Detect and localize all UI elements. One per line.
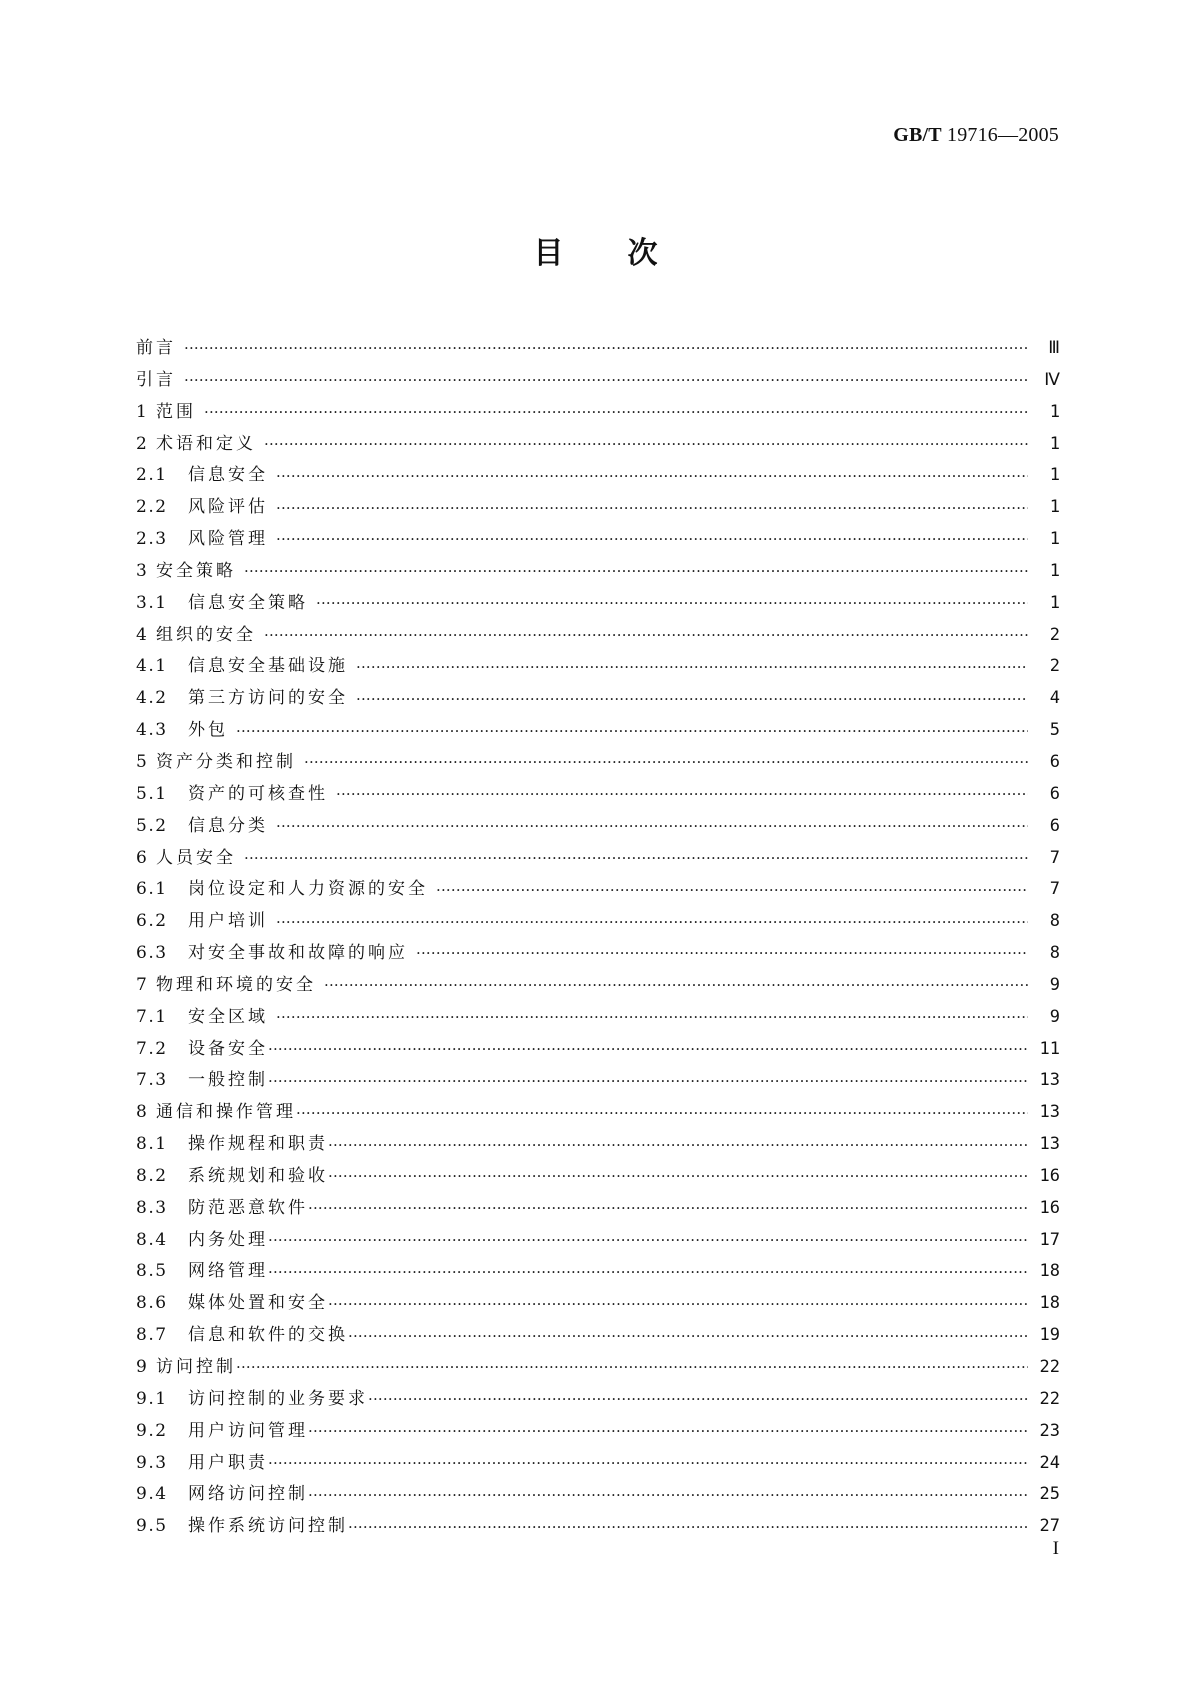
toc-entry-title: 设备安全 (188, 1038, 268, 1059)
toc-entry[interactable] (136, 1384, 1060, 1416)
toc-entry-title: 外包 (188, 720, 228, 741)
toc-entry-title: 信息安全策略 (188, 592, 308, 613)
toc-entry-page: 22 (1039, 1388, 1060, 1409)
toc-entry[interactable] (136, 1479, 1060, 1511)
dot-leader (268, 1448, 1028, 1479)
toc-entry-page: 9 (1049, 1006, 1060, 1027)
toc-entry-number: 4.1 (136, 656, 168, 677)
toc-entry[interactable] (136, 1320, 1060, 1352)
toc-entry-number: 2.2 (136, 497, 168, 518)
toc-entry[interactable] (136, 1256, 1060, 1288)
toc-entry-page: 2 (1049, 656, 1060, 677)
toc-entry-title: 安全策略 (156, 560, 236, 581)
dot-leader (356, 652, 1028, 683)
toc-entry[interactable] (136, 779, 1060, 811)
toc-entry-page: 1 (1049, 560, 1060, 581)
toc-entry[interactable] (136, 938, 1060, 970)
toc-entry[interactable] (136, 620, 1060, 652)
toc-entry-page: 1 (1049, 465, 1060, 486)
toc-entry[interactable] (136, 1288, 1060, 1320)
toc-entry-title: 用户访问管理 (188, 1420, 308, 1441)
toc-entry-title: 网络管理 (188, 1261, 268, 1282)
toc-entry-number: 9.3 (136, 1452, 168, 1473)
toc-entry[interactable] (136, 683, 1060, 715)
dot-leader (276, 493, 1028, 524)
toc-entry[interactable] (136, 1002, 1060, 1034)
toc-entry-page: 17 (1039, 1229, 1060, 1250)
toc-entry-page: 1 (1049, 497, 1060, 518)
toc-entry[interactable] (136, 1511, 1060, 1543)
toc-entry[interactable] (136, 429, 1060, 461)
dot-leader (328, 1161, 1028, 1192)
toc-entry-number: 7.1 (136, 1006, 168, 1027)
toc-entry[interactable] (136, 365, 1060, 397)
toc-entry[interactable] (136, 492, 1060, 524)
toc-entry-page: 11 (1039, 1038, 1060, 1059)
toc-entry-page: 19 (1039, 1325, 1060, 1346)
toc-entry-number: 4 (136, 624, 149, 645)
toc-entry-page: 18 (1039, 1261, 1060, 1282)
dot-leader (416, 938, 1028, 969)
toc-entry[interactable] (136, 1129, 1060, 1161)
toc-entry-number: 9 (136, 1357, 149, 1377)
toc-entry-title: 物理和环境的安全 (156, 974, 316, 995)
toc-entry-title: 资产分类和控制 (156, 751, 296, 772)
toc-entry[interactable] (136, 1225, 1060, 1257)
toc-entry-page: Ⅲ (1048, 338, 1060, 358)
dot-leader (236, 716, 1028, 747)
toc-entry[interactable] (136, 397, 1060, 429)
toc-entry-number: 7.2 (136, 1038, 168, 1059)
toc-entry[interactable] (136, 1065, 1060, 1097)
toc-entry-title: 信息安全基础设施 (188, 656, 348, 677)
page-folio: I (1052, 1538, 1059, 1559)
toc-entry[interactable] (136, 1034, 1060, 1066)
dot-leader (436, 875, 1028, 906)
dot-leader (184, 333, 1028, 364)
dot-leader (184, 365, 1028, 396)
toc-entry-page: 6 (1049, 783, 1060, 804)
toc-entry-title: 信息和软件的交换 (188, 1325, 348, 1346)
toc-entry-number: 3 (136, 560, 149, 581)
dot-leader (316, 588, 1028, 619)
toc-entry-title: 前言 (136, 338, 176, 358)
standard-code: 19716—2005 (941, 124, 1059, 146)
dot-leader (268, 1225, 1028, 1256)
toc-entry-number: 8.1 (136, 1134, 168, 1155)
toc-entry-title: 系统规划和验收 (188, 1165, 328, 1186)
toc-entry-number: 6.1 (136, 879, 168, 900)
toc-entry-title: 用户职责 (188, 1452, 268, 1473)
toc-entry-number: 4.2 (136, 688, 168, 709)
toc-entry-number: 6.3 (136, 943, 168, 964)
toc-entry-page: 8 (1049, 911, 1060, 932)
toc-entry-page: 1 (1049, 592, 1060, 613)
toc-entry-number: 9.2 (136, 1420, 168, 1441)
toc-entry-number: 2.3 (136, 529, 168, 550)
toc-entry[interactable] (136, 651, 1060, 683)
toc-entry[interactable] (136, 1416, 1060, 1448)
toc-entry-number: 9.5 (136, 1516, 168, 1537)
toc-entry-page: 8 (1049, 943, 1060, 964)
toc-entry-page: 13 (1039, 1070, 1060, 1091)
toc-entry[interactable] (136, 1193, 1060, 1225)
toc-entry-number: 7.3 (136, 1070, 168, 1091)
toc-entry-page: 23 (1039, 1420, 1060, 1441)
table-of-contents (136, 333, 1060, 1543)
standard-number (893, 124, 1059, 147)
standard-prefix: GB/T (893, 124, 942, 146)
toc-entry-number: 9.4 (136, 1484, 168, 1505)
dot-leader (304, 747, 1028, 778)
toc-entry-page: 1 (1049, 433, 1060, 454)
toc-entry-title: 内务处理 (188, 1229, 268, 1250)
toc-entry-number: 8.6 (136, 1293, 168, 1314)
toc-entry-title: 风险评估 (188, 497, 268, 518)
toc-entry[interactable] (136, 747, 1060, 779)
toc-entry-page: 6 (1049, 815, 1060, 836)
dot-leader (308, 1416, 1028, 1447)
dot-leader (336, 779, 1028, 810)
toc-entry[interactable] (136, 715, 1060, 747)
toc-entry-number: 2 (136, 433, 149, 454)
toc-entry[interactable] (136, 460, 1060, 492)
toc-entry-number: 8.2 (136, 1165, 168, 1186)
toc-entry[interactable] (136, 906, 1060, 938)
toc-entry-title: 组织的安全 (156, 624, 256, 645)
toc-entry-title: 术语和定义 (156, 433, 256, 454)
dot-leader (308, 1480, 1028, 1511)
toc-entry-title: 安全区域 (188, 1006, 268, 1027)
dot-leader (276, 461, 1028, 492)
toc-entry-title: 操作规程和职责 (188, 1134, 328, 1155)
toc-entry[interactable] (136, 843, 1060, 875)
dot-leader (328, 1289, 1028, 1320)
dot-leader (276, 811, 1028, 842)
dot-leader (356, 684, 1028, 715)
toc-entry-title: 岗位设定和人力资源的安全 (188, 879, 428, 900)
toc-entry-title: 一般控制 (188, 1070, 268, 1091)
toc-entry-number: 6.2 (136, 911, 168, 932)
toc-entry-number: 3.1 (136, 592, 168, 613)
dot-leader (236, 1352, 1028, 1383)
dot-leader (368, 1384, 1028, 1415)
toc-entry-page: 6 (1049, 751, 1060, 772)
toc-entry-number: 8.4 (136, 1229, 168, 1250)
toc-entry-title: 访问控制的业务要求 (188, 1388, 368, 1409)
toc-entry[interactable] (136, 1352, 1060, 1384)
toc-entry[interactable] (136, 556, 1060, 588)
toc-entry-title: 资产的可核查性 (188, 783, 328, 804)
dot-leader (328, 1130, 1028, 1161)
toc-entry[interactable] (136, 970, 1060, 1002)
toc-entry[interactable] (136, 811, 1060, 843)
toc-title: 目次 (533, 236, 722, 271)
toc-entry-title: 引言 (136, 369, 176, 390)
toc-entry[interactable] (136, 874, 1060, 906)
dot-leader (276, 1002, 1028, 1033)
toc-entry-page: 16 (1039, 1165, 1060, 1186)
dot-leader (268, 1257, 1028, 1288)
toc-entry-page: 13 (1039, 1134, 1060, 1155)
toc-entry-number: 1 (136, 401, 149, 422)
toc-entry-page: 22 (1039, 1357, 1060, 1377)
toc-entry-page: 18 (1039, 1293, 1060, 1314)
toc-entry-page: 16 (1039, 1197, 1060, 1218)
toc-entry[interactable] (136, 1448, 1060, 1480)
toc-entry-page: 25 (1039, 1484, 1060, 1505)
toc-entry-number: 5 (136, 751, 149, 772)
toc-entry-title: 人员安全 (156, 847, 236, 868)
dot-leader (268, 1034, 1028, 1065)
toc-entry-title: 信息安全 (188, 465, 268, 486)
dot-leader (348, 1321, 1028, 1352)
dot-leader (276, 907, 1028, 938)
toc-entry-title: 信息分类 (188, 815, 268, 836)
dot-leader (264, 429, 1028, 460)
dot-leader (348, 1512, 1028, 1543)
toc-entry-number: 9.1 (136, 1388, 168, 1409)
toc-entry-page: 1 (1049, 529, 1060, 550)
toc-entry-number: 8.5 (136, 1261, 168, 1282)
dot-leader (264, 620, 1028, 651)
toc-entry[interactable] (136, 524, 1060, 556)
toc-entry-number: 5.1 (136, 783, 168, 804)
dot-leader (244, 556, 1028, 587)
toc-entry-number: 5.2 (136, 815, 168, 836)
dot-leader (268, 1066, 1028, 1097)
toc-entry-title: 访问控制 (156, 1357, 236, 1377)
toc-entry-title: 媒体处置和安全 (188, 1293, 328, 1314)
toc-entry-page: 5 (1049, 720, 1060, 741)
toc-entry-title: 防范恶意软件 (188, 1197, 308, 1218)
toc-entry[interactable] (136, 1097, 1060, 1129)
dot-leader (308, 1193, 1028, 1224)
toc-entry-page: 7 (1049, 847, 1060, 868)
dot-leader (276, 524, 1028, 555)
dot-leader (244, 843, 1028, 874)
toc-entry-title: 操作系统访问控制 (188, 1516, 348, 1537)
toc-entry-title: 对安全事故和故障的响应 (188, 943, 408, 964)
toc-entry-page: 9 (1049, 974, 1060, 995)
toc-entry-title: 通信和操作管理 (156, 1102, 296, 1123)
toc-entry[interactable] (136, 588, 1060, 620)
toc-entry-number: 8 (136, 1102, 149, 1123)
toc-entry-page: 1 (1049, 401, 1060, 422)
toc-entry-title: 范围 (156, 401, 196, 422)
toc-entry[interactable] (136, 1161, 1060, 1193)
toc-entry[interactable] (136, 333, 1060, 365)
dot-leader (324, 970, 1028, 1001)
toc-entry-page: 13 (1039, 1102, 1060, 1123)
toc-entry-page: 27 (1039, 1516, 1060, 1537)
toc-entry-page: 2 (1049, 624, 1060, 645)
toc-entry-title: 第三方访问的安全 (188, 688, 348, 709)
toc-entry-page: 4 (1049, 688, 1060, 709)
toc-entry-number: 2.1 (136, 465, 168, 486)
dot-leader (204, 397, 1028, 428)
toc-entry-page: 24 (1039, 1452, 1060, 1473)
toc-entry-number: 6 (136, 847, 149, 868)
toc-entry-number: 8.7 (136, 1325, 168, 1346)
toc-entry-number: 7 (136, 974, 149, 995)
toc-entry-page: 7 (1049, 879, 1060, 900)
toc-entry-title: 网络访问控制 (188, 1484, 308, 1505)
toc-entry-title: 用户培训 (188, 911, 268, 932)
dot-leader (296, 1098, 1028, 1129)
toc-entry-number: 4.3 (136, 720, 168, 741)
toc-entry-number: 8.3 (136, 1197, 168, 1218)
toc-entry-page: Ⅳ (1044, 369, 1060, 390)
toc-entry-title: 风险管理 (188, 529, 268, 550)
